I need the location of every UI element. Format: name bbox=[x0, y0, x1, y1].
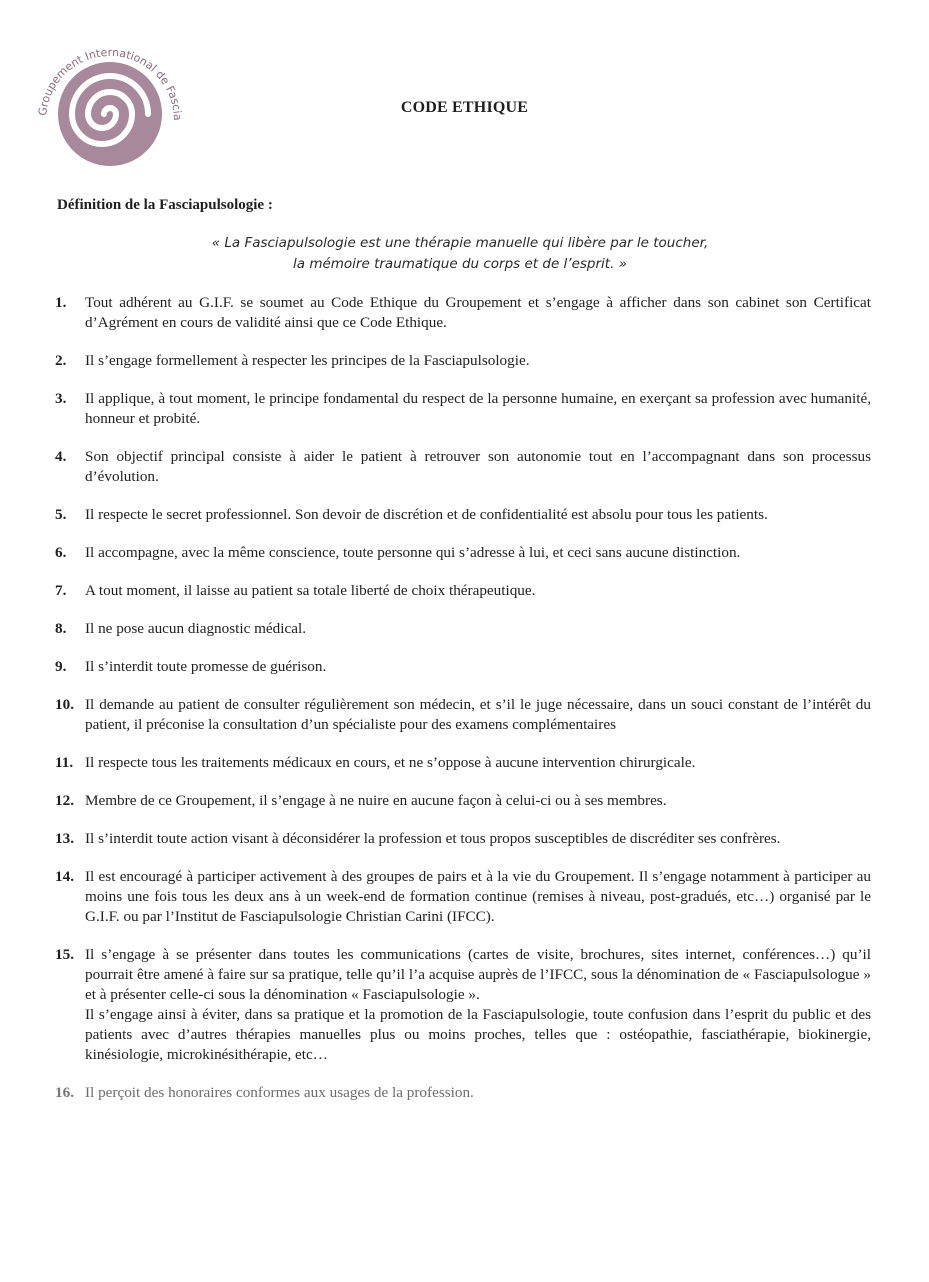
rule-text: Il respecte le secret professionnel. Son devoir de discrétion et de confidentialité est absolu pour tous les patients. bbox=[85, 506, 768, 523]
rule-text: Il ne pose aucun diagnostic médical. bbox=[85, 620, 306, 637]
rule-number: 4. bbox=[55, 448, 67, 465]
rule-item bbox=[55, 581, 871, 601]
rule-item bbox=[55, 351, 871, 371]
rule-text: Il s’engage formellement à respecter les principes de la Fasciapulsologie. bbox=[85, 352, 530, 369]
definition-quote-line: « La Fasciapulsologie est une thérapie manuelle qui libère par le toucher, bbox=[211, 235, 709, 251]
logo-text: Groupement International de Fascia bbox=[36, 45, 185, 121]
rule-item bbox=[55, 829, 871, 849]
rule-number: 2. bbox=[55, 352, 67, 369]
rule-text: Il perçoit des honoraires conformes aux usages de la profession. bbox=[85, 1084, 474, 1101]
rule-item bbox=[55, 1083, 871, 1103]
rule-number: 14. bbox=[55, 868, 74, 885]
rule-number: 15. bbox=[55, 946, 74, 963]
rule-paragraph: Il s’engage à se présenter dans toutes les communications (cartes de visite, brochures, sites internet, conférences…) qu’il pourrait être amené à faire sur sa pratique, telle qu’il l’a acquise auprès de l’IFCC, sous la dénomination de « Fasciapulsologue » et à présenter celle-ci sous la dénomination « Fasciapulsologie ». bbox=[85, 946, 871, 1003]
document-title-text: CODE ETHIQUE bbox=[400, 99, 529, 116]
rule-text: Tout adhérent au G.I.F. se soumet au Code Ethique du Groupement et s’engage à afficher dans son cabinet son Certificat d’Agrément en cours de validité ainsi que ce Code Ethique. bbox=[85, 294, 871, 331]
rule-number: 3. bbox=[55, 390, 67, 407]
rule-text: Son objectif principal consiste à aider le patient à retrouver son autonomie tout en l’accompagnant dans son processus d’évolution. bbox=[85, 448, 871, 485]
rule-item bbox=[55, 293, 871, 333]
rule-text: Il s’interdit toute promesse de guérison. bbox=[85, 658, 327, 675]
rule-number: 10. bbox=[55, 696, 74, 713]
ethics-rules-list bbox=[55, 293, 871, 1121]
rule-item bbox=[55, 543, 871, 563]
rule-item bbox=[55, 657, 871, 677]
rule-text: Il accompagne, avec la même conscience, toute personne qui s’adresse à lui, et ceci sans aucune distinction. bbox=[85, 544, 741, 561]
rule-number: 13. bbox=[55, 830, 74, 847]
rule-number: 5. bbox=[55, 506, 67, 523]
rule-text: Il est encouragé à participer activement à des groupes de pairs et à la vie du Groupement. Il s’engage notamment à participer au moins une fois tous les deux ans à un week-end de formation continue (remises à niveau, post-gradués, etc…) organisé par le G.I.F. ou par l’Institut de Fasciapulsologie Christian Carini (IFCC). bbox=[85, 868, 871, 925]
rule-text: Il s’interdit toute action visant à déconsidérer la profession et tous propos susceptibles de discréditer ses confrères. bbox=[85, 830, 781, 847]
rule-item bbox=[55, 389, 871, 429]
rule-text: Membre de ce Groupement, il s’engage à ne nuire en aucune façon à celui-ci ou à ses membres. bbox=[85, 792, 667, 809]
rule-item bbox=[55, 619, 871, 639]
rule-paragraph: Il s’engage ainsi à éviter, dans sa pratique et la promotion de la Fasciapulsologie, toute confusion dans l’esprit du public et des patients avec d’autres thérapies manuelles plus ou moins proches, telles que : ostéopathie, fasciathérapie, biokinergie, kinésiologie, microkinésithérapie, etc… bbox=[85, 1006, 871, 1063]
rule-text: Il applique, à tout moment, le principe fondamental du respect de la personne humaine, en exerçant sa profession avec humanité, honneur et probité. bbox=[85, 390, 871, 427]
rule-item bbox=[55, 695, 871, 735]
rule-text bbox=[85, 945, 871, 1065]
definition-heading: Définition de la Fasciapulsologie : bbox=[57, 197, 273, 213]
rule-item bbox=[55, 753, 871, 773]
rule-number: 12. bbox=[55, 792, 74, 809]
rule-number: 16. bbox=[55, 1084, 74, 1101]
rule-number: 11. bbox=[55, 754, 74, 771]
rule-item bbox=[55, 505, 871, 525]
rule-item bbox=[55, 447, 871, 487]
rule-text: Il demande au patient de consulter régulièrement son médecin, et s’il le juge nécessaire, dans un souci constant de l’intérêt du patient, il préconise la consultation d’un spécialiste pour des examens complémentaires bbox=[85, 696, 871, 733]
rule-item bbox=[55, 945, 871, 1065]
definition-quote bbox=[180, 233, 740, 275]
definition-quote-line: la mémoire traumatique du corps et de l’esprit. » bbox=[293, 256, 627, 272]
rule-text: A tout moment, il laisse au patient sa totale liberté de choix thérapeutique. bbox=[85, 582, 536, 599]
rule-number: 8. bbox=[55, 620, 67, 637]
rule-text: Il respecte tous les traitements médicaux en cours, et ne s’oppose à aucune intervention chirurgicale. bbox=[85, 754, 696, 771]
rule-number: 7. bbox=[55, 582, 67, 599]
rule-number: 1. bbox=[55, 294, 67, 311]
document-title bbox=[0, 99, 929, 117]
rule-item bbox=[55, 867, 871, 927]
rule-item bbox=[55, 791, 871, 811]
rule-number: 6. bbox=[55, 544, 67, 561]
rule-number: 9. bbox=[55, 658, 67, 675]
